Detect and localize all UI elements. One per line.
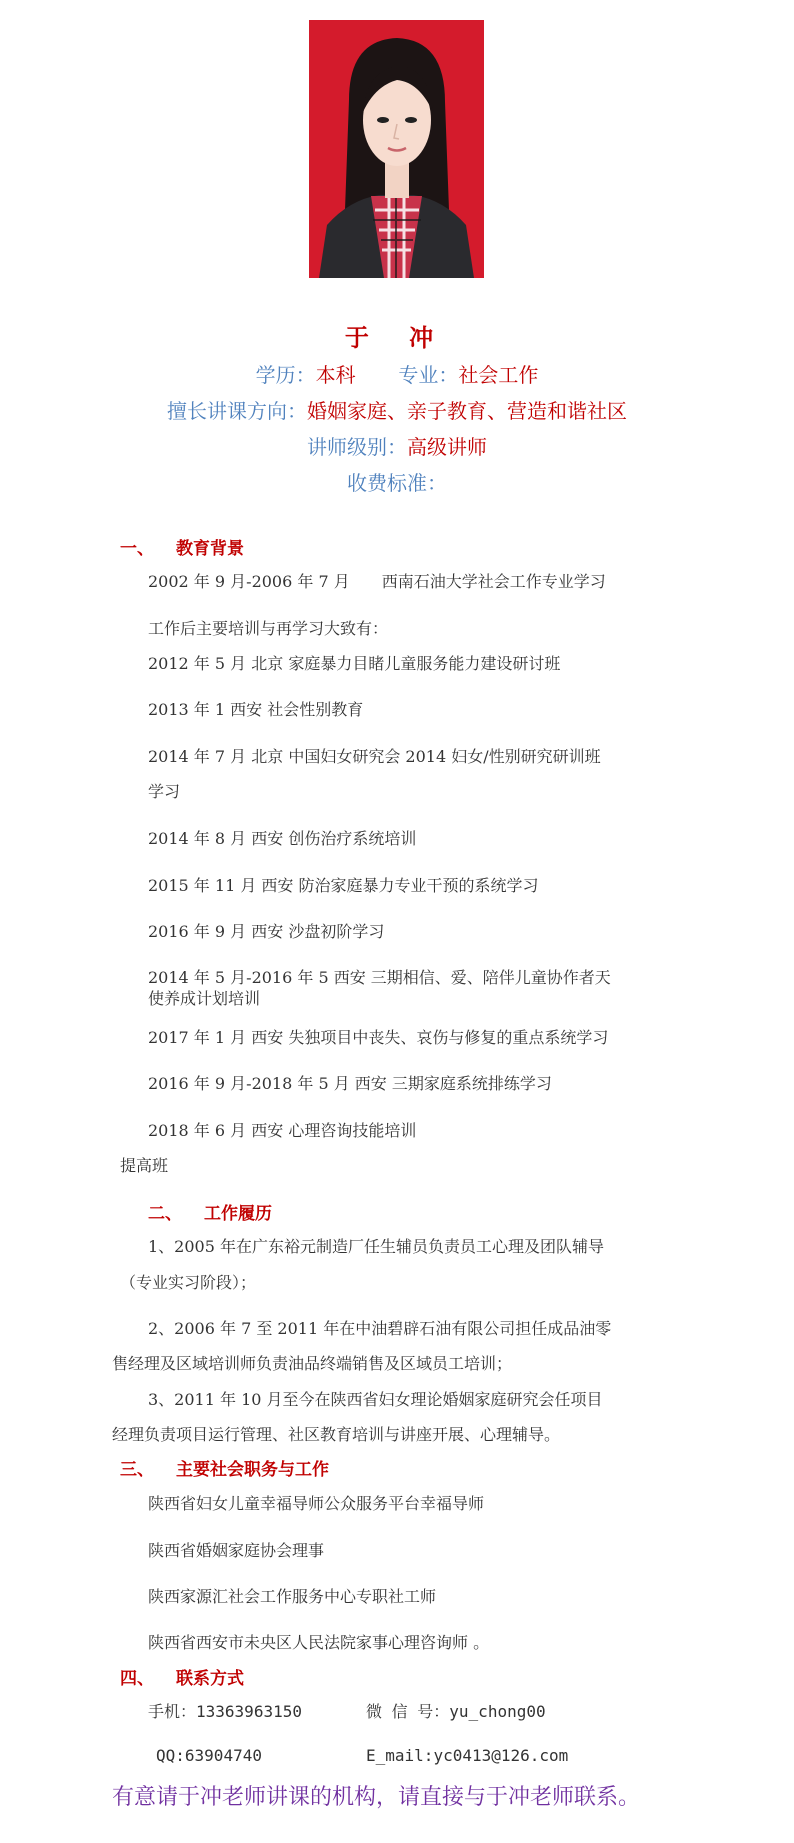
- role-item: 陕西省婚姻家庭协会理事: [148, 1541, 325, 1560]
- lecturer-name: 于 冲: [344, 323, 450, 352]
- expertise-label: 擅长讲课方向：: [167, 399, 307, 423]
- training-item: 2017 年 1 月 西安 失独项目中丧失、哀伤与修复的重点系统学习: [148, 1028, 609, 1047]
- email-field: [366, 1746, 568, 1765]
- work-history-line: （专业实习阶段）；: [120, 1273, 257, 1292]
- training-item: 2016 年 9 月 西安 沙盘初阶学习: [148, 922, 385, 941]
- training-item-continuation: 提高班: [120, 1156, 169, 1175]
- section-title: 教育背景: [176, 539, 244, 559]
- training-item: 2014 年 5 月-2016 年 5 西安 三期相信、爱、陪伴儿童协作者天: [148, 968, 611, 987]
- section-number: 二、: [148, 1204, 182, 1224]
- work-history-line: 3、2011 年 10 月至今在陕西省妇女理论婚姻家庭研究会任项目: [148, 1390, 603, 1409]
- section-number: 四、: [120, 1669, 154, 1689]
- email-address[interactable]: yc0413@126.com: [433, 1746, 569, 1765]
- training-item: 2015 年 11 月 西安 防治家庭暴力专业干预的系统学习: [148, 876, 539, 895]
- work-history-line: 1、2005 年在广东裕元制造厂任生辅员负责员工心理及团队辅导: [148, 1237, 604, 1256]
- education-training-intro: 工作后主要培训与再学习大致有：: [148, 619, 389, 638]
- training-item: 2014 年 8 月 西安 创伤治疗系统培训: [148, 829, 417, 848]
- training-item: 2016 年 9 月-2018 年 5 月 西安 三期家庭系统排练学习: [148, 1074, 552, 1093]
- fee-line: [0, 467, 794, 496]
- major-value: 社会工作: [458, 363, 539, 387]
- section-title: 主要社会职务与工作: [176, 1460, 329, 1480]
- closing-note: 有意请于冲老师讲课的机构，请直接与于冲老师联系。: [112, 1785, 641, 1810]
- portrait-illustration: [309, 20, 484, 278]
- wechat-label: 微 信 号：: [366, 1702, 450, 1721]
- training-item-continuation: 学习: [148, 782, 181, 801]
- level-value: 高级讲师: [407, 435, 487, 459]
- qq-field: [156, 1746, 262, 1765]
- phone-number[interactable]: 13363963150: [196, 1702, 302, 1721]
- education-degree-line: 2002 年 9 月-2006 年 7 月 西南石油大学社会工作专业学习: [148, 572, 606, 591]
- section-contact-heading: [120, 1664, 244, 1689]
- role-item: 陕西家源汇社会工作服务中心专职社工师: [148, 1587, 437, 1606]
- section-roles-heading: [120, 1455, 329, 1480]
- phone-label: 手机：: [148, 1702, 197, 1721]
- wechat-id[interactable]: yu_chong00: [449, 1702, 546, 1721]
- expertise-value: 婚姻家庭、亲子教育、营造和谐社区: [307, 399, 627, 423]
- section-number: 三、: [120, 1460, 154, 1480]
- section-education-heading: [120, 534, 244, 559]
- email-label: E_mail:: [366, 1746, 434, 1765]
- section-title: 工作履历: [204, 1204, 272, 1224]
- section-number: 一、: [120, 539, 154, 559]
- training-item: 2012 年 5 月 北京 家庭暴力目睹儿童服务能力建设研讨班: [148, 654, 561, 673]
- fee-label: 收费标准：: [347, 471, 447, 495]
- expertise-line: [0, 395, 794, 424]
- qq-number[interactable]: 63904740: [184, 1746, 262, 1765]
- wechat-field: [366, 1699, 546, 1722]
- section-work-heading: [148, 1199, 272, 1224]
- phone-field: [148, 1699, 302, 1722]
- education-major-line: [0, 359, 794, 388]
- role-item: 陕西省妇女儿童幸福导师公众服务平台幸福导师: [148, 1494, 485, 1513]
- work-history-line: 售经理及区域培训师负责油品终端销售及区域员工培训；: [112, 1354, 513, 1373]
- education-value: 本科: [315, 363, 356, 387]
- profile-photo: [309, 20, 484, 278]
- section-title: 联系方式: [176, 1669, 244, 1689]
- training-item: 2018 年 6 月 西安 心理咨询技能培训: [148, 1121, 417, 1140]
- level-label: 讲师级别：: [307, 435, 407, 459]
- qq-label: QQ:: [156, 1746, 185, 1765]
- role-item: 陕西省西安市未央区人民法院家事心理咨询师 。: [148, 1633, 490, 1652]
- training-item: 2013 年 1 西安 社会性别教育: [148, 700, 364, 719]
- major-label: 专业：: [398, 363, 459, 387]
- training-item: 2014 年 7 月 北京 中国妇女研究会 2014 妇女/性别研究研训班: [148, 747, 601, 766]
- education-label: 学历：: [255, 363, 316, 387]
- work-history-line: 2、2006 年 7 至 2011 年在中油碧辟石油有限公司担任成品油零: [148, 1319, 612, 1338]
- level-line: [0, 431, 794, 460]
- training-item-continuation: 使养成计划培训: [148, 989, 261, 1008]
- work-history-line: 经理负责项目运行管理、社区教育培训与讲座开展、心理辅导。: [112, 1425, 561, 1444]
